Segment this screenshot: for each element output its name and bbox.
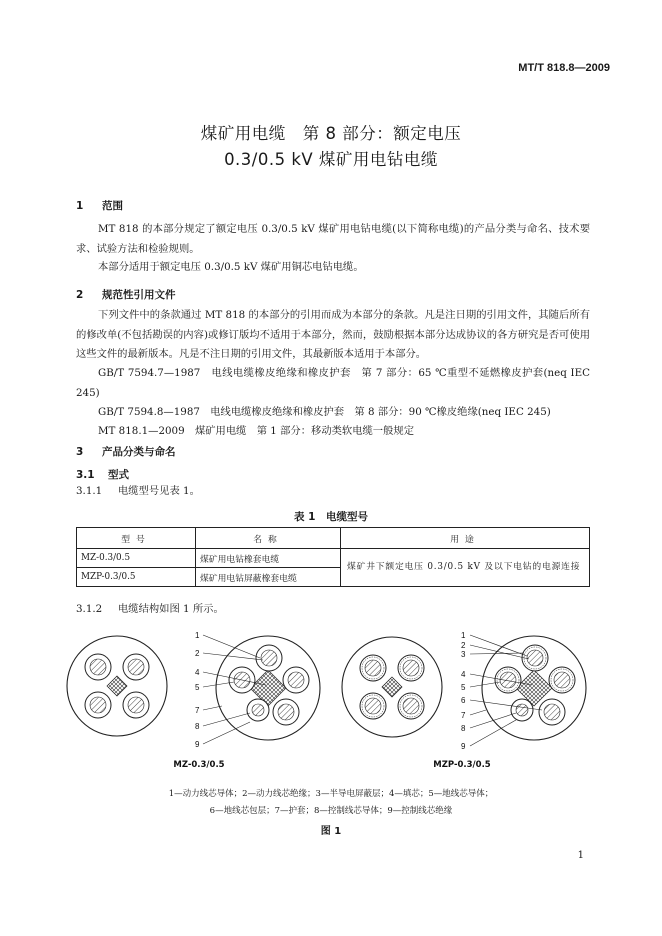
section-3-heading (76, 444, 176, 459)
column-header-model: 型号 (77, 528, 196, 549)
table-1 (76, 527, 590, 587)
section-2-paragraph-1: 下列文件中的条款通过 MT 818 的本部分的引用而成为本部分的条款。凡是注日期的引用文件，其随后所有的修改单(不包括勘误的内容)或修订版均不适用于本部分，然而，鼓励根据本部分达成协议的各方研究是否可使用这些文件的最新版本。凡是不注日期的引用文件，其最新版本适用于本部分。 (76, 309, 590, 360)
callout-number: 4 (461, 670, 466, 679)
shielded-power-core (360, 655, 386, 681)
power-core (273, 699, 299, 725)
clause-text: 电缆型号见表 1。 (118, 485, 200, 497)
section-3-1-heading (76, 467, 129, 482)
callout-number: 4 (195, 668, 200, 677)
table-header-row (77, 528, 590, 549)
title-line-1: 煤矿用电缆 第 8 部分：额定电压 (200, 124, 462, 143)
section-number: 1 (76, 200, 84, 212)
shielded-power-core (398, 655, 424, 681)
right-callout-numbers (461, 631, 466, 751)
table-1-caption: 表 1 电缆型号 (294, 511, 368, 523)
callout-number: 2 (195, 649, 200, 658)
standard-number: MT/T 818.8—2009 (518, 62, 610, 74)
control-core (511, 699, 533, 721)
figure-legend-line-1: 1—动力线芯导体；2—动力线芯绝缘；3—半导电屏蔽层；4—填芯；5—地线芯导体； (168, 789, 494, 799)
callout-number: 5 (195, 683, 200, 692)
section-number: 3 (76, 446, 84, 458)
callout-number: 8 (195, 722, 200, 731)
section-title: 范围 (102, 200, 123, 212)
callout-number: 8 (461, 724, 466, 733)
callout-number: 5 (461, 683, 466, 692)
callout-number: 9 (461, 742, 466, 751)
cell-model: MZ-0.3/0.5 (77, 549, 196, 568)
control-core (247, 699, 269, 721)
power-core (85, 654, 111, 680)
section-number: 2 (76, 289, 84, 301)
callout-number: 6 (461, 696, 466, 705)
callout-number: 9 (195, 740, 200, 749)
shielded-power-core (398, 693, 424, 719)
power-core (123, 654, 149, 680)
callout-number: 3 (461, 650, 466, 659)
earth-core (539, 699, 565, 725)
cell-name: 煤矿用电钻橡套电缆 (196, 549, 341, 568)
section-title: 规范性引用文件 (102, 289, 176, 301)
callout-number: 1 (461, 631, 466, 640)
clause-number: 3.1.2 (76, 603, 103, 615)
section-number: 3.1 (76, 469, 95, 481)
reference-1: GB/T 7594.7—1987 电线电缆橡皮绝缘和橡皮护套 第 7 部分：65 ℃重型不延燃橡皮护套(neq IEC 245) (76, 367, 590, 399)
power-core (85, 692, 111, 718)
figure-label-mzp: MZP-0.3/0.5 (433, 760, 491, 770)
section-title: 产品分类与命名 (102, 446, 176, 458)
section-2-heading (76, 287, 176, 302)
callout-number: 7 (461, 711, 466, 720)
title-line-2: 0.3/0.5 kV 煤矿用电钻电缆 (224, 150, 438, 169)
page-number: 1 (577, 850, 584, 861)
shielded-power-core (495, 667, 521, 693)
cell-usage: 煤矿井下额定电压 0.3/0.5 kV 及以下电钻的电源连接 (341, 549, 590, 587)
shielded-power-core (549, 667, 575, 693)
cable-cross-section-figure (0, 620, 662, 780)
power-core (283, 667, 309, 693)
section-1-paragraph-2: 本部分适用于额定电压 0.3/0.5 kV 煤矿用铜芯电钻电缆。 (98, 261, 364, 273)
clause-text: 电缆结构如图 1 所示。 (118, 603, 224, 615)
table-row (77, 549, 590, 568)
callout-number: 1 (195, 631, 200, 640)
clause-3-1-1 (76, 482, 590, 502)
section-1-heading (76, 198, 123, 213)
section-title: 型式 (108, 469, 129, 481)
section-1-paragraph-1: MT 818 的本部分规定了额定电压 0.3/0.5 kV 煤矿用电钻电缆(以下简称电缆)的产品分类与命名、技术要求、试验方法和检验规则。 (76, 223, 590, 255)
callout-number: 2 (461, 641, 466, 650)
figure-caption: 图 1 (320, 826, 342, 837)
cell-model: MZP-0.3/0.5 (77, 568, 196, 587)
power-core (123, 692, 149, 718)
reference-3: MT 818.1—2009 煤矿用电缆 第 1 部分：移动类软电缆一般规定 (98, 425, 414, 437)
cell-name: 煤矿用电钻屏蔽橡套电缆 (196, 568, 341, 587)
left-callout-numbers (195, 631, 200, 749)
reference-2: GB/T 7594.8—1987 电线电缆橡皮绝缘和橡皮护套 第 8 部分：90 ℃橡皮绝缘(neq IEC 245) (98, 406, 551, 418)
column-header-name: 名称 (196, 528, 341, 549)
column-header-usage: 用途 (341, 528, 590, 549)
clause-number: 3.1.1 (76, 485, 103, 497)
clause-3-1-2 (76, 600, 590, 620)
figure-label-mz: MZ-0.3/0.5 (173, 760, 225, 770)
figure-legend-line-2: 6—地线芯包层；7—护套；8—控制线芯导体；9—控制线芯绝缘 (209, 806, 453, 816)
shielded-power-core (360, 693, 386, 719)
callout-number: 7 (195, 706, 200, 715)
mz-cable-section (67, 635, 320, 744)
